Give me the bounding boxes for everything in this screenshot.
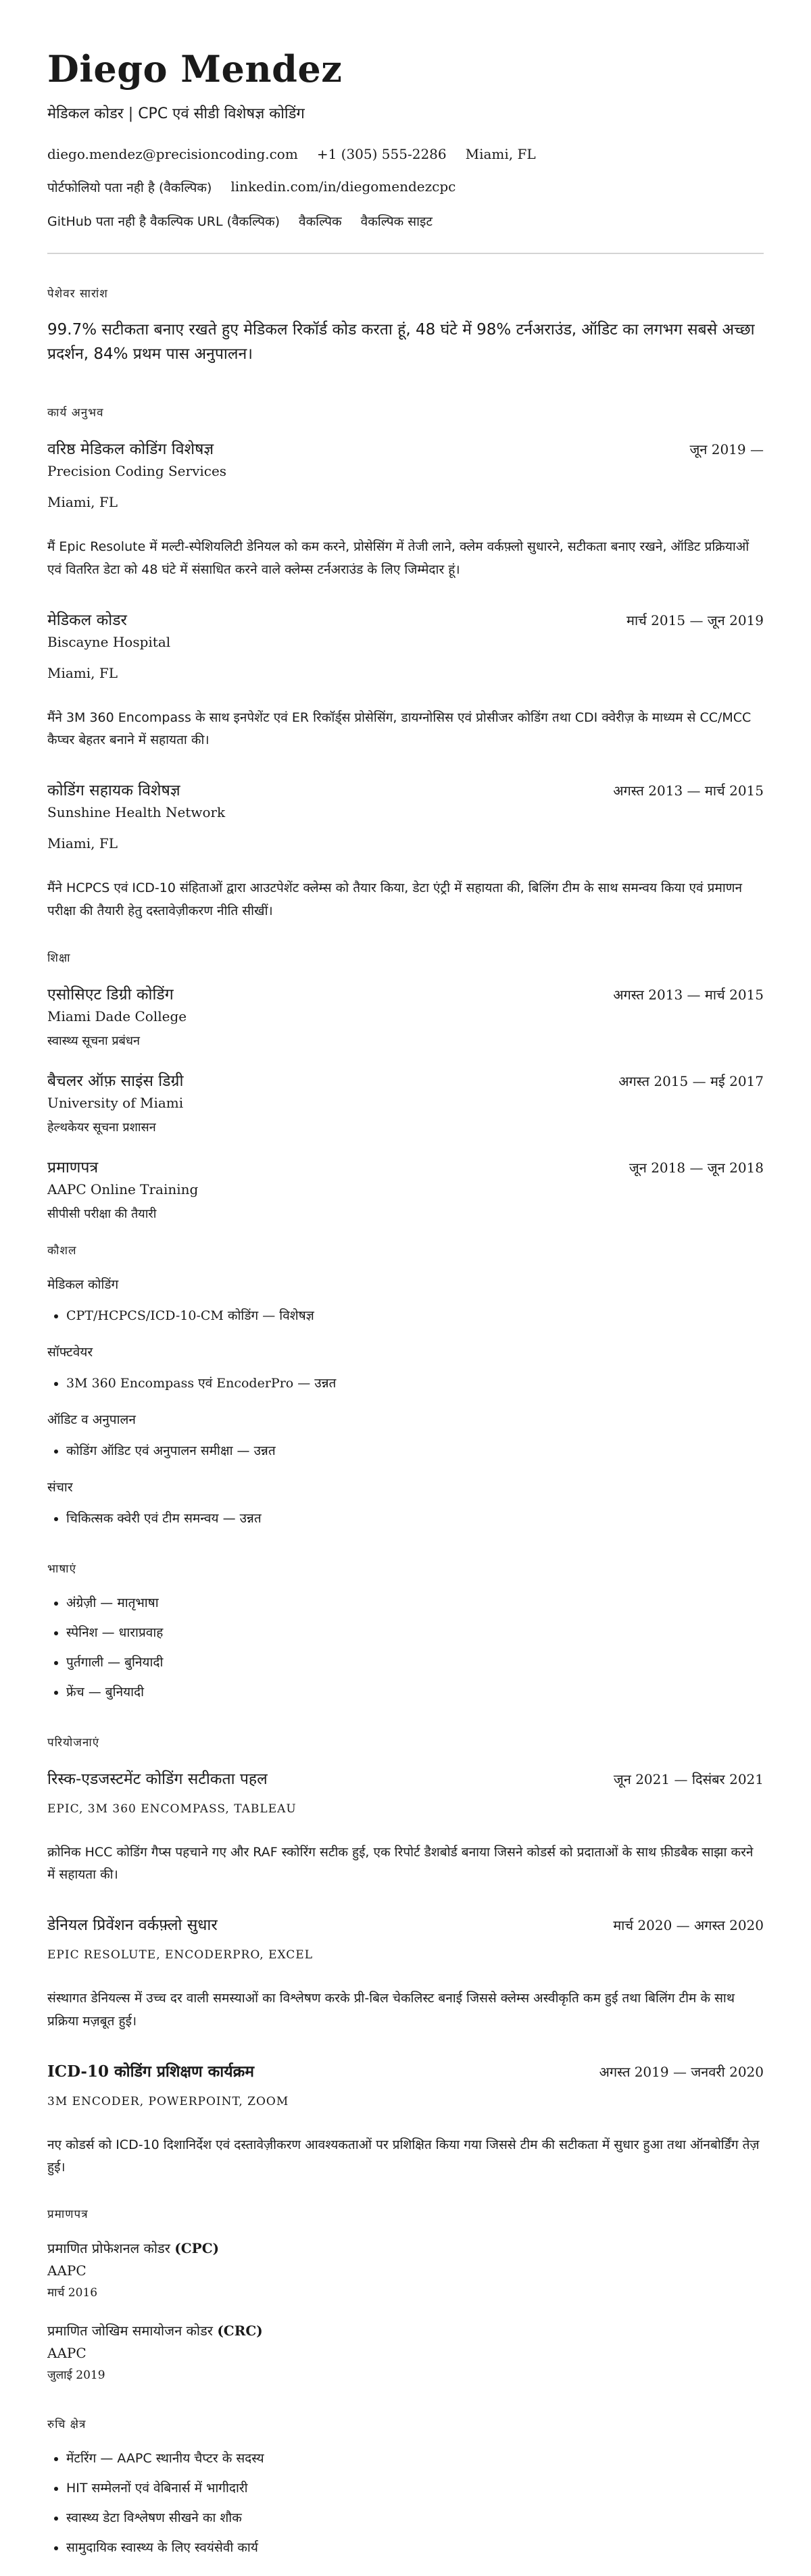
degree-title: एसोसिएट डिग्री कोडिंग <box>47 985 174 1004</box>
skills-title: कौशल <box>47 1243 77 1258</box>
job-description: मैंने HCPCS एवं ICD-10 संहिताओं द्वारा आउटपेशेंट क्लेम्स को तैयार किया, डेटा एंट्री में सहायता की, बिलिंग टीम के साथ समन्वय किया एवं प्रमाणन परीक्षा की तैयारी हेतु दस्तावेज़ीकरण नीति सीखीं। <box>47 881 743 918</box>
project-date: मार्च 2020 — अगस्त 2020 <box>613 1917 764 1934</box>
linkedin-link[interactable]: linkedin.com/in/diegomendezcpc <box>230 178 456 195</box>
experience-item <box>47 437 764 581</box>
field-of-study: सीपीसी परीक्षा की तैयारी <box>47 1206 157 1221</box>
field-of-study: स्वास्थ्य सूचना प्रबंधन <box>47 1033 140 1048</box>
certification-name: प्रमाणित जोखिम समायोजन कोडर <box>47 2323 213 2339</box>
language-item: • फ्रेंच — बुनियादी <box>66 1683 764 1700</box>
job-company: Biscayne Hospital <box>47 633 171 650</box>
phone-number[interactable]: +1 (305) 555-2286 <box>316 146 447 162</box>
skill-item: • कोडिंग ऑडिट एवं अनुपालन समीक्षा — उन्नत <box>66 1441 764 1459</box>
skill-list <box>47 1306 764 1324</box>
language-item: • अंग्रेज़ी — मातृभाषा <box>66 1593 764 1611</box>
education-section <box>47 949 764 1222</box>
language-item: • स्पेनिश — धाराप्रवाह <box>66 1623 764 1641</box>
certification-item <box>47 2321 764 2382</box>
interest-item: • स्वास्थ्य डेटा विश्लेषण सीखने का शौक <box>66 2508 764 2526</box>
skills-section <box>47 1242 764 1527</box>
education-item <box>47 1069 764 1135</box>
project-description: क्रोनिक HCC कोडिंग गैप्स पहचाने गए और RAF स्कोरिंग सटीक हुई, एक रिपोर्ट डैशबोर्ड बनाया जिसने कोडर्स को प्रदाताओं के साथ फ़ीडबैक साझा करने में सहायता की। <box>47 1844 754 1883</box>
project-tech: 3M ENCODER, POWERPOINT, ZOOM <box>47 2094 289 2108</box>
projects-title: परियोजनाएं <box>47 1735 100 1750</box>
job-date: अगस्त 2013 — मार्च 2015 <box>613 783 764 799</box>
degree-date: अगस्त 2013 — मार्च 2015 <box>613 986 764 1003</box>
institution: Miami Dade College <box>47 1008 187 1024</box>
interest-item: • HIT सम्मेलनों एवं वेबिनार्स में भागीदारी <box>66 2479 764 2496</box>
job-description: मैंने 3M 360 Encompass के साथ इनपेशेंट एवं ER रिकॉर्ड्स प्रोसेसिंग, डायग्नोसिस एवं प्रोसीजर कोडिंग तथा CDI क्वेरीज़ के माध्यम से CC/MCC कैप्चर बेहतर बनाने में सहायता की। <box>47 710 752 748</box>
candidate-name: Diego Mendez <box>47 47 343 91</box>
degree-title: बैचलर ऑफ़ साइंस डिग्री <box>47 1072 184 1090</box>
education-item <box>47 1156 764 1222</box>
experience-item <box>47 778 764 922</box>
summary-title: पेशेवर सारांश <box>47 287 108 301</box>
skill-category: सॉफ्टवेयर <box>47 1344 93 1360</box>
experience-item <box>47 608 764 752</box>
contact-row-extra <box>47 212 764 230</box>
job-date: जून 2019 — <box>689 441 764 458</box>
job-location: Miami, FL <box>47 494 118 511</box>
project-tech: EPIC, 3M 360 ENCOMPASS, TABLEAU <box>47 1802 297 1816</box>
languages-title: भाषाएं <box>47 1562 76 1576</box>
interest-item: • सामुदायिक स्वास्थ्य के लिए स्वयंसेवी कार्य <box>66 2538 764 2556</box>
headline: मेडिकल कोडर | CPC एवं सीडी विशेषज्ञ कोडिंग <box>47 105 305 122</box>
skill-category: संचार <box>47 1479 73 1495</box>
project-title: ICD-10 कोडिंग प्रशिक्षण कार्यक्रम <box>47 2062 255 2081</box>
interest-list <box>47 2449 764 2556</box>
job-location: Miami, FL <box>47 835 118 852</box>
certifications-section <box>47 2206 764 2382</box>
skill-category: ऑडिट व अनुपालन <box>47 1412 136 1427</box>
interests-title: रुचि क्षेत्र <box>47 2418 87 2432</box>
header-divider <box>47 253 764 254</box>
project-description: संस्थागत डेनियल्स में उच्च दर वाली समस्याओं का विश्लेषण करके प्री-बिल चेकलिस्ट बनाई जिससे क्लेम्स अस्वीकृति कम हुई तथा बिलिंग टीम के साथ प्रक्रिया मज़बूत हुई। <box>47 1991 735 2029</box>
skill-list <box>47 1509 764 1527</box>
project-item <box>47 1767 764 1887</box>
degree-date: जून 2018 — जून 2018 <box>629 1159 764 1176</box>
github-link[interactable]: GitHub पता नही है वैकल्पिक URL (वैकल्पिक) <box>47 214 280 229</box>
degree-title: प्रमाणपत्र <box>47 1158 99 1176</box>
job-location: Miami, FL <box>47 664 118 681</box>
interest-item: • मेंटरिंग — AAPC स्थानीय चैप्टर के सदस्य <box>66 2449 764 2467</box>
certification-date: मार्च 2016 <box>47 2286 98 2300</box>
job-title: वरिष्ठ मेडिकल कोडिंग विशेषज्ञ <box>47 441 214 459</box>
skill-item: • CPT/HCPCS/ICD-10-CM कोडिंग — विशेषज्ञ <box>66 1306 764 1324</box>
summary-section <box>47 285 764 366</box>
certifications-title: प्रमाणपत्र <box>47 2208 89 2222</box>
certification-abbr: (CRC) <box>217 2323 263 2339</box>
portfolio-link[interactable]: पोर्टफोलियो पता नही है (वैकल्पिक) <box>47 180 212 195</box>
summary-text: 99.7% सटीकता बनाए रखते हुए मेडिकल रिकॉर्ड कोड करता हूं, 48 घंटे में 98% टर्नअराउंड, ऑडिट का लगभग सबसे अच्छा प्रदर्शन, 84% प्रथम पास अनुपालन। <box>47 321 755 363</box>
languages-section <box>47 1560 764 1700</box>
project-item <box>47 2060 764 2179</box>
certification-issuer: AAPC <box>47 2262 87 2279</box>
certification-issuer: AAPC <box>47 2345 87 2362</box>
project-item <box>47 1913 764 2033</box>
skill-item: • 3M 360 Encompass एवं EncoderPro — उन्नत <box>66 1374 764 1391</box>
job-title: कोडिंग सहायक विशेषज्ञ <box>47 782 180 800</box>
interests-section <box>47 2416 764 2556</box>
extra-link-1[interactable]: वैकल्पिक <box>299 214 342 229</box>
certification-date: जुलाई 2019 <box>47 2369 105 2383</box>
skill-list <box>47 1374 764 1391</box>
job-company: Precision Coding Services <box>47 463 227 480</box>
certification-item <box>47 2239 764 2300</box>
email-link[interactable]: diego.mendez@precisioncoding.com <box>47 146 298 162</box>
job-date: मार्च 2015 — जून 2019 <box>626 612 764 628</box>
skill-category: मेडिकल कोडिंग <box>47 1277 119 1292</box>
project-date: अगस्त 2019 — जनवरी 2020 <box>599 2063 764 2080</box>
project-tech: EPIC RESOLUTE, ENCODERPRO, EXCEL <box>47 1948 313 1962</box>
skill-list <box>47 1441 764 1459</box>
degree-date: अगस्त 2015 — मई 2017 <box>618 1072 764 1089</box>
location: Miami, FL <box>465 146 536 162</box>
projects-section <box>47 1734 764 2179</box>
institution: University of Miami <box>47 1094 184 1111</box>
job-company: Sunshine Health Network <box>47 804 226 821</box>
experience-title: कार्य अनुभव <box>47 406 104 420</box>
job-title: मेडिकल कोडर <box>47 611 127 629</box>
institution: AAPC Online Training <box>47 1181 199 1197</box>
job-description: मैं Epic Resolute में मल्टी-स्पेशियलिटी डेनियल को कम करने, प्रोसेसिंग में तेजी लाने, क्लेम वर्कफ़्लो सुधारने, सटीकता बनाए रखने, ऑडिट प्रक्रियाओं एवं वितरित डेटा को 48 घंटे में संसाधित करने वाले क्लेम्स टर्नअराउंड के लिए जिम्मेदार हूं। <box>47 539 749 577</box>
project-description: नए कोडर्स को ICD-10 दिशानिर्देश एवं दस्तावेज़ीकरण आवश्यकताओं पर प्रशिक्षित किया गया जिससे टीम की सटीकता में सुधार हुआ तथा ऑनबोर्डिंग तेज़ हुई। <box>47 2137 760 2175</box>
language-list <box>47 1593 764 1700</box>
certification-abbr: (CPC) <box>174 2240 220 2257</box>
resume-header <box>47 47 764 230</box>
experience-section <box>47 404 764 922</box>
skill-item: • चिकित्सक क्वेरी एवं टीम समन्वय — उन्नत <box>66 1509 764 1527</box>
project-date: जून 2021 — दिसंबर 2021 <box>613 1770 764 1787</box>
project-title: रिस्क-एडजस्टमेंट कोडिंग सटीकता पहल <box>47 1770 268 1788</box>
project-title: डेनियल प्रिवेंशन वर्कफ़्लो सुधार <box>47 1916 218 1935</box>
education-title: शिक्षा <box>47 951 71 965</box>
contact-row-links <box>47 178 764 196</box>
education-item <box>47 983 764 1049</box>
extra-link-2[interactable]: वैकल्पिक साइट <box>360 214 433 229</box>
certification-name: प्रमाणित प्रोफेशनल कोडर <box>47 2240 170 2257</box>
language-item: • पुर्तगाली — बुनियादी <box>66 1653 764 1670</box>
field-of-study: हेल्थकेयर सूचना प्रशासन <box>47 1120 156 1135</box>
contact-row-primary <box>47 146 764 162</box>
